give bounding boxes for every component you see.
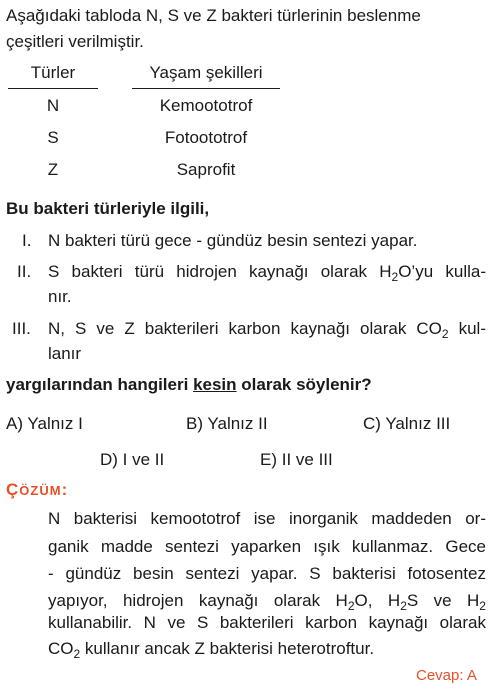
- emphasis-word: kesin: [193, 375, 237, 394]
- statement-text-continued: nır.: [48, 287, 72, 306]
- solution-line: $CO_2$ kullanır ancak Z bakterisi heterotroftur.: [48, 639, 375, 661]
- answer-label: Cevap: A: [416, 667, 477, 684]
- solution-line: ganik madde sentezi yaparken ışık kullanmaz. Gece: [48, 537, 486, 556]
- solution-line: yapıyor, hidrojen kaynağı olarak $H_2O$, $H_2S$ ve $H_2$: [48, 591, 486, 613]
- table-cell-lifestyle: Saprofit: [176, 160, 236, 179]
- solution-line: N bakterisi kemoototrof ise inorganik maddeden or-: [48, 509, 486, 528]
- option-a[interactable]: A) Yalnız I: [6, 414, 83, 433]
- intro-line-1: Aşağıdaki tabloda N, S ve Z bakteri türlerinin beslenme: [6, 6, 421, 25]
- question-lead: Bu bakteri türleriyle ilgili,: [6, 199, 210, 218]
- statement-text: S bakteri türü hidrojen kaynağı olarak $H_2O’yu$ kulla-: [48, 262, 486, 284]
- table-header-lifestyle: Yaşam şekilleri: [149, 63, 263, 82]
- table-cell-species: Z: [47, 160, 59, 179]
- option-e[interactable]: E) II ve III: [260, 450, 333, 469]
- question-prompt: yargılarından hangileri kesin olarak söylenir?: [6, 375, 372, 394]
- statement-text-continued: lanır: [48, 344, 82, 363]
- table-cell-lifestyle: Kemoototrof: [159, 96, 253, 115]
- option-c[interactable]: C) Yalnız III: [363, 414, 451, 433]
- solution-heading: ÇÖZÜM:: [6, 480, 69, 499]
- solution-line: kullanabilir. N ve S bakterileri karbon kaynağı olarak: [48, 613, 486, 632]
- table-header-species: Türler: [30, 63, 76, 82]
- statement-number: II.: [17, 262, 32, 281]
- solution-line: - gündüz besin sentezi yapar. S bakterisi fotosentez: [48, 564, 486, 583]
- table-cell-species: S: [47, 128, 59, 147]
- intro-line-2: çeşitleri verilmiştir.: [6, 32, 144, 51]
- option-b[interactable]: B) Yalnız II: [186, 414, 268, 433]
- table-cell-lifestyle: Fotoototrof: [164, 128, 248, 147]
- table-cell-species: N: [46, 96, 60, 115]
- statement-text: N bakteri türü gece - gündüz besin sentezi yapar.: [48, 231, 418, 250]
- statement-text: N, S ve Z bakterileri karbon kaynağı olarak $CO_2$ kul-: [48, 319, 486, 341]
- statement-number: I.: [22, 231, 32, 250]
- option-d[interactable]: D) I ve II: [100, 450, 165, 469]
- statement-number: III.: [12, 319, 31, 338]
- table-header-rule-right: [132, 88, 280, 89]
- table-header-rule-left: [8, 88, 98, 89]
